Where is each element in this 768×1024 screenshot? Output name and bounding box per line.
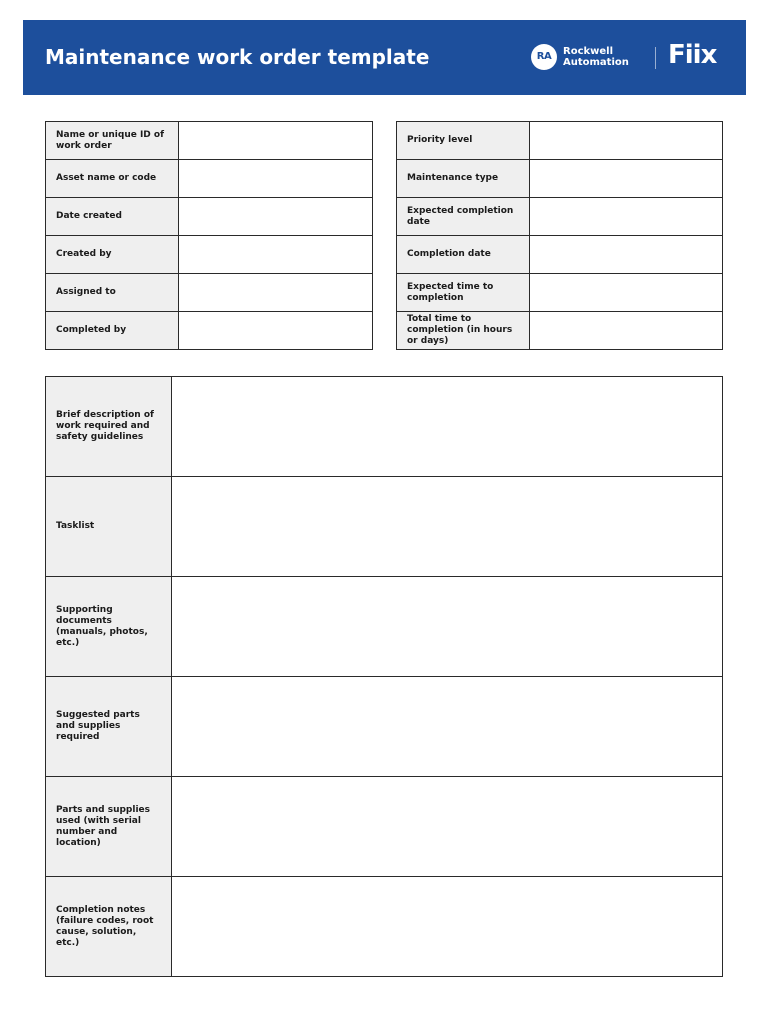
section-label-parts-used: Parts and supplies used (with serial number and location) [46,777,172,877]
section-label-description: Brief description of work required and safety guidelines [46,377,172,477]
page-title: Maintenance work order template [45,45,430,69]
table-row [46,477,723,577]
table-row [46,236,373,274]
table-row [46,122,373,160]
field-label-priority-level: Priority level [397,122,530,160]
field-label-expected-time: Expected time to completion [397,274,530,312]
section-label-tasklist: Tasklist [46,477,172,577]
table-row [46,198,373,236]
section-input-tasklist[interactable] [172,477,723,577]
header-banner [23,20,746,95]
table-row [397,274,723,312]
table-row [397,236,723,274]
table-row [46,777,723,877]
table-row [46,160,373,198]
section-input-suggested-parts[interactable] [172,677,723,777]
fiix-logo: Fiix [668,40,717,70]
table-row [46,677,723,777]
section-input-parts-used[interactable] [172,777,723,877]
section-input-completion-notes[interactable] [172,877,723,977]
field-label-created-by: Created by [46,236,179,274]
field-label-asset-name: Asset name or code [46,160,179,198]
work-order-schedule-table [396,121,723,350]
table-row [397,198,723,236]
field-label-maintenance-type: Maintenance type [397,160,530,198]
field-input-completed-by[interactable] [179,312,373,350]
table-row [46,377,723,477]
field-input-total-time[interactable] [530,312,723,350]
section-label-supporting-documents: Supporting documents (manuals, photos, etc.) [46,577,172,677]
table-row [46,312,373,350]
work-order-details-table [45,376,723,977]
brand-line-2: Automation [563,57,629,68]
field-input-expected-time[interactable] [530,274,723,312]
work-order-info-table [45,121,373,350]
field-input-assigned-to[interactable] [179,274,373,312]
table-row [46,274,373,312]
field-input-priority-level[interactable] [530,122,723,160]
field-input-date-created[interactable] [179,198,373,236]
table-row [397,122,723,160]
field-label-completion-date: Completion date [397,236,530,274]
field-label-total-time: Total time to completion (in hours or days) [397,312,530,350]
field-input-maintenance-type[interactable] [530,160,723,198]
brand-line-1: Rockwell [563,46,614,57]
field-label-assigned-to: Assigned to [46,274,179,312]
table-row [46,577,723,677]
section-input-description[interactable] [172,377,723,477]
field-label-work-order-id: Name or unique ID of work order [46,122,179,160]
table-row [397,312,723,350]
table-row [397,160,723,198]
brand-divider [655,47,656,69]
section-label-suggested-parts: Suggested parts and supplies required [46,677,172,777]
field-input-work-order-id[interactable] [179,122,373,160]
field-label-date-created: Date created [46,198,179,236]
field-label-completed-by: Completed by [46,312,179,350]
rockwell-automation-logo-icon: RA [531,44,557,70]
rockwell-automation-wordmark [563,46,629,68]
field-label-expected-completion-date: Expected completion date [397,198,530,236]
field-input-expected-completion-date[interactable] [530,198,723,236]
table-row [46,877,723,977]
section-input-supporting-documents[interactable] [172,577,723,677]
field-input-completion-date[interactable] [530,236,723,274]
section-label-completion-notes: Completion notes (failure codes, root cause, solution, etc.) [46,877,172,977]
field-input-created-by[interactable] [179,236,373,274]
field-input-asset-name[interactable] [179,160,373,198]
